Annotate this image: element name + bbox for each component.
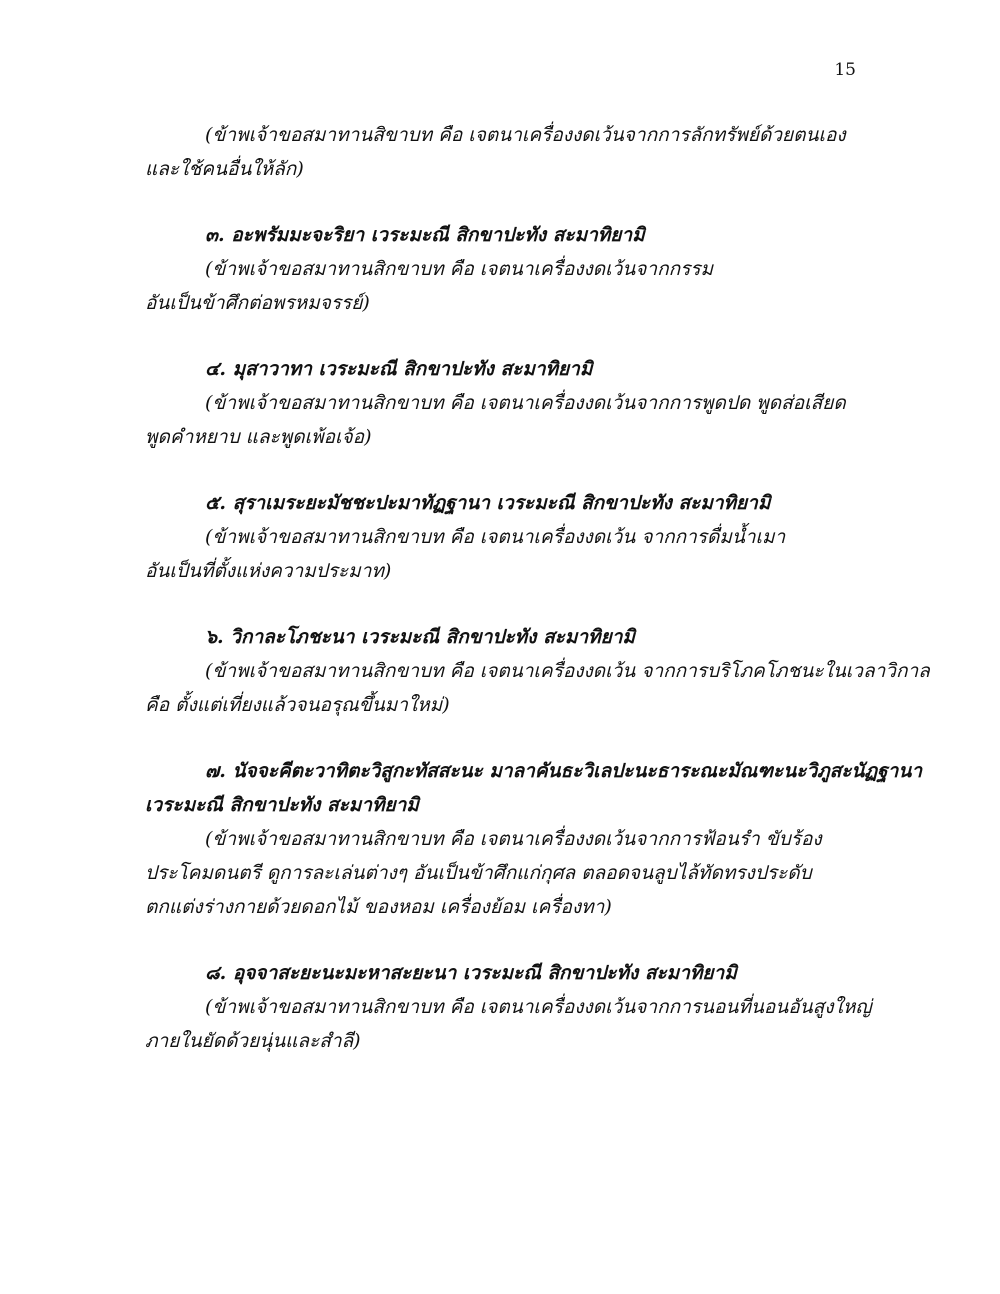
precept-heading: ๘. อุจจาสะยะนะมะหาสะยะนา เวระมะณี สิกขาปะทัง สะมาทิยามิ — [205, 962, 737, 984]
precept-heading: ๓. อะพรัมมะจะริยา เวระมะณี สิกขาปะทัง สะมาทิยามิ — [205, 224, 645, 246]
precept-8 — [145, 956, 872, 1058]
precept-6 — [145, 620, 930, 722]
translation-line: ภายในยัดด้วยนุ่นและสำลี) — [145, 1030, 361, 1052]
precept-7 — [145, 754, 922, 924]
translation-line: (ข้าพเจ้าขอสมาทานสิขาบท คือ เจตนาเครื่องงดเว้นจากการลักทรัพย์ด้วยตนเอง — [205, 124, 846, 146]
precept-4 — [145, 352, 865, 454]
translation-line: อันเป็นที่ตั้งแห่งความประมาท) — [145, 560, 392, 582]
translation-line: (ข้าพเจ้าขอสมาทานสิกขาบท คือ เจตนาเครื่องงดเว้นจากการพูดปด พูดส่อเสียด — [205, 392, 846, 414]
precept-heading-continued: เวระมะณี สิกขาปะทัง สะมาทิยามิ — [145, 794, 419, 816]
translation-line: (ข้าพเจ้าขอสมาทานสิกขาบท คือ เจตนาเครื่องงดเว้น จากการดื่มน้ำเมา — [205, 526, 786, 548]
page-number: 15 — [834, 60, 856, 80]
translation-line: พูดคำหยาบ และพูดเพ้อเจ้อ) — [145, 426, 372, 448]
translation-line: และใช้คนอื่นให้ลัก) — [145, 158, 304, 180]
translation-line: ประโคมดนตรี ดูการละเล่นต่างๆ อันเป็นข้าศึกแก่กุศล ตลอดจนลูบไล้ทัดทรงประดับ — [145, 862, 812, 884]
translation-line: อันเป็นข้าศึกต่อพรหมจรรย์) — [145, 292, 370, 314]
translation-line: คือ ตั้งแต่เที่ยงแล้วจนอรุณขึ้นมาใหม่) — [145, 694, 450, 716]
precept-heading: ๖. วิกาละโภชะนา เวระมะณี สิกขาปะทัง สะมาทิยามิ — [205, 626, 635, 648]
precept-heading: ๔. มุสาวาทา เวระมะณี สิกขาปะทัง สะมาทิยามิ — [205, 358, 593, 380]
precept-3 — [145, 218, 865, 320]
document-body — [145, 118, 930, 1058]
translation-line: (ข้าพเจ้าขอสมาทานสิกขาบท คือ เจตนาเครื่องงดเว้นจากการฟ้อนรำ ขับร้อง — [205, 828, 822, 850]
translation-line: ตกแต่งร่างกายด้วยดอกไม้ ของหอม เครื่องย้อม เครื่องทา) — [145, 896, 612, 918]
translation-line: (ข้าพเจ้าขอสมาทานสิกขาบท คือ เจตนาเครื่องงดเว้นจากการนอนที่นอนอันสูงใหญ่ — [205, 996, 872, 1018]
precept-heading: ๕. สุราเมระยะมัชชะปะมาทัฏฐานา เวระมะณี สิกขาปะทัง สะมาทิยามิ — [205, 492, 771, 514]
precept-2-translation — [145, 118, 865, 186]
translation-line: (ข้าพเจ้าขอสมาทานสิกขาบท คือ เจตนาเครื่องงดเว้นจากกรรม — [205, 258, 714, 280]
translation-line: (ข้าพเจ้าขอสมาทานสิกขาบท คือ เจตนาเครื่องงดเว้น จากการบริโภคโภชนะในเวลาวิกาล — [205, 660, 930, 682]
precept-heading: ๗. นัจจะคีตะวาทิตะวิสูกะทัสสะนะ มาลาคันธะวิเลปะนะธาระณะมัณฑะนะวิภูสะนัฏฐานา — [205, 760, 922, 782]
precept-5 — [145, 486, 865, 588]
